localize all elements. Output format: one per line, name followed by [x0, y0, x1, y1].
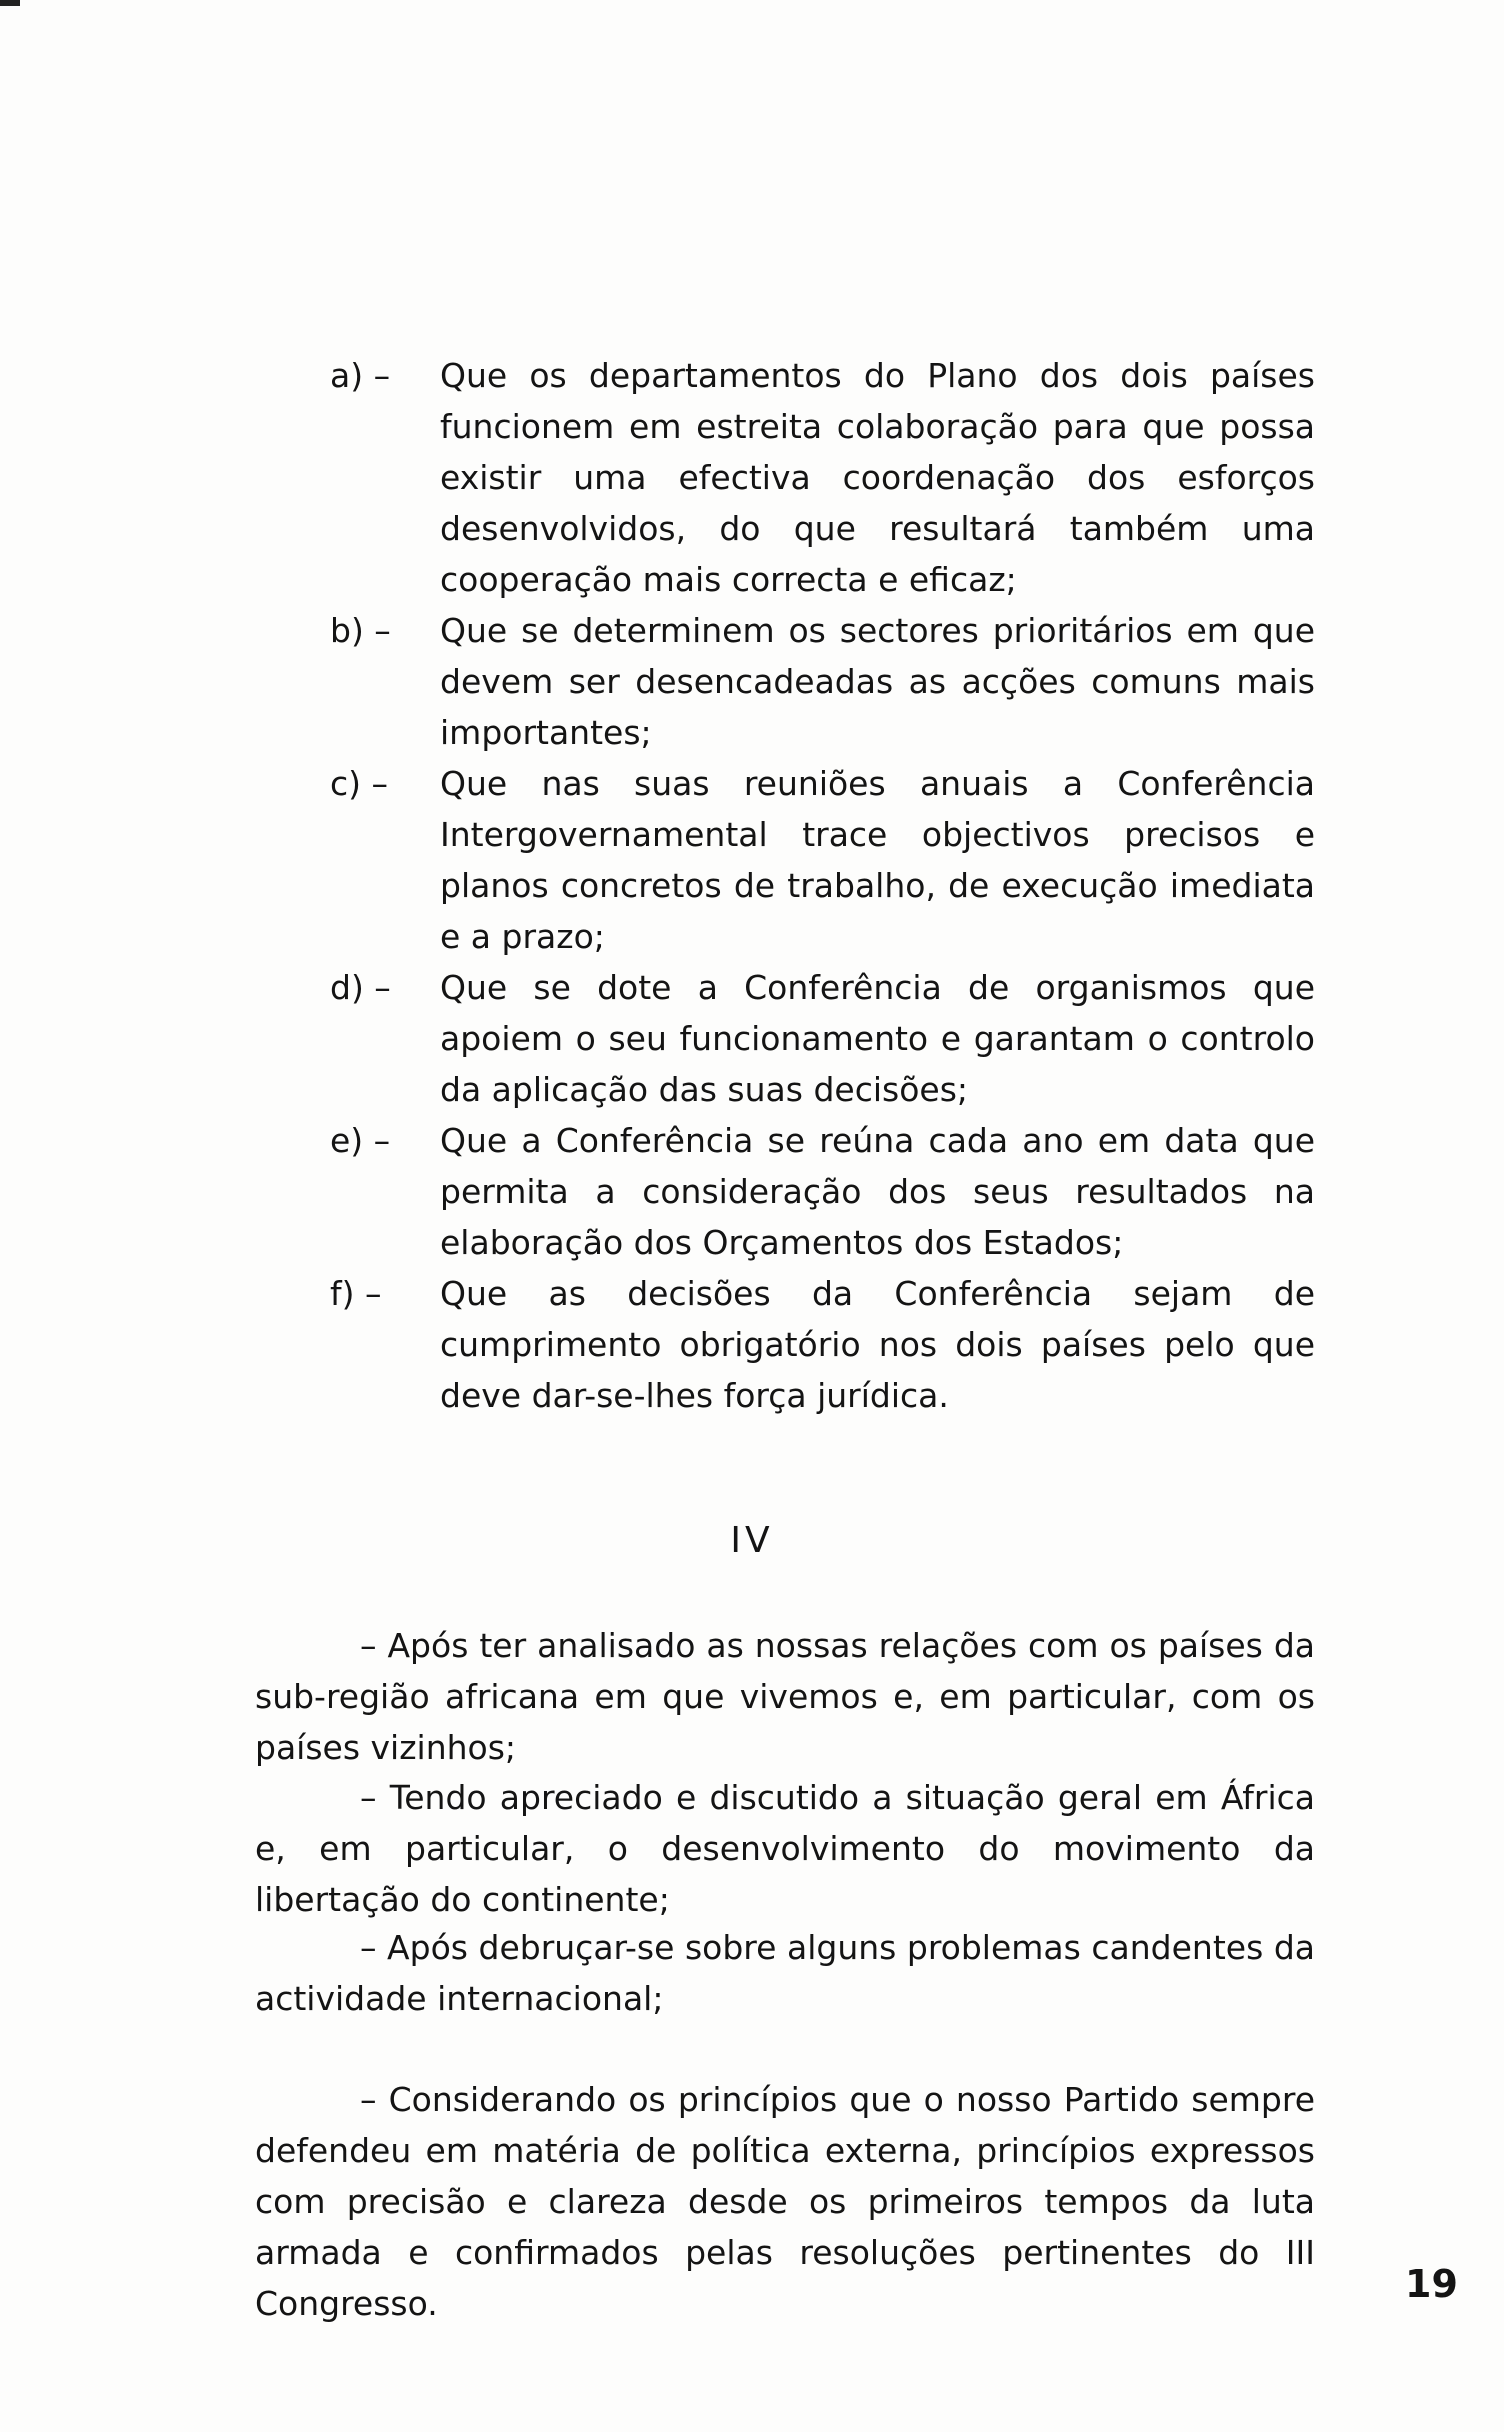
paragraph: – Tendo apreciado e discutido a situação geral em África e, em particular, o desenvolvimento do movimento da libertação do continente; [255, 1778, 1315, 1919]
list-item-text: Que as decisões da Conferência sejam de cumprimento obrigatório nos dois países pelo que deve dar-se-lhes força jurídica. [440, 1274, 1315, 1415]
paragraph: – Considerando os princípios que o nosso Partido sempre defendeu em matéria de política externa, princípios expressos com precisão e clareza desde os primeiros tempos da luta armada e confirmados pelas resoluções pertinentes do III Congresso. [255, 2080, 1315, 2323]
list-item-marker: d) – [330, 968, 391, 1007]
list-item [330, 962, 1315, 1115]
list-item-marker: e) – [330, 1121, 391, 1160]
list-item [330, 605, 1315, 758]
list-item-marker: b) – [330, 611, 391, 650]
recommendation-list [330, 350, 1315, 1421]
list-item-text: Que se dote a Conferência de organismos que apoiem o seu funcionamento e garantam o controlo da aplicação das suas decisões; [440, 968, 1315, 1109]
list-item [330, 758, 1315, 962]
list-item-marker: a) – [330, 356, 391, 395]
list-item-text: Que se determinem os sectores prioritários em que devem ser desencadeadas as acções comuns mais importantes; [440, 611, 1315, 752]
scan-corner-mark [0, 0, 20, 6]
list-item-marker: c) – [330, 764, 389, 803]
section-heading: IV [730, 1520, 774, 1561]
list-item-marker: f) – [330, 1274, 382, 1313]
list-item [330, 1268, 1315, 1421]
list-item-text: Que nas suas reuniões anuais a Conferência Intergovernamental trace objectivos precisos e planos concretos de trabalho, de execução imediata e a prazo; [440, 764, 1315, 956]
paragraph: – Após ter analisado as nossas relações com os países da sub-região africana em que vivemos e, em particular, com os países vizinhos; [255, 1626, 1315, 1767]
page-number: 19 [1405, 2262, 1458, 2306]
list-item-text: Que a Conferência se reúna cada ano em data que permita a consideração dos seus resultados na elaboração dos Orçamentos dos Estados; [440, 1121, 1315, 1262]
list-item [330, 1115, 1315, 1268]
list-item-text: Que os departamentos do Plano dos dois países funcionem em estreita colaboração para que possa existir uma efectiva coordenação dos esforços desenvolvidos, do que resultará também uma cooperação mais correcta e eficaz; [440, 356, 1315, 599]
list-item [330, 350, 1315, 605]
paragraph: – Após debruçar-se sobre alguns problemas candentes da actividade internacional; [255, 1928, 1315, 2018]
